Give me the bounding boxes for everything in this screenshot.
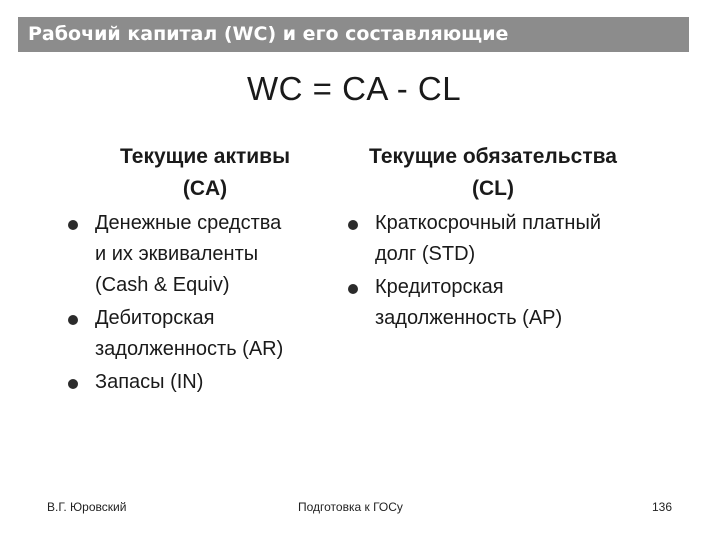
list-item-line: Кредиторская <box>375 276 504 298</box>
bullet-icon <box>348 284 358 294</box>
current-liabilities-heading-line1: Текущие обязательства <box>369 145 617 168</box>
list-item-line: задолженность (AR) <box>95 338 284 360</box>
list-item-line: Дебиторская <box>95 307 215 329</box>
footer-course: Подготовка к ГОСу <box>298 500 403 514</box>
list-item-cash <box>68 208 343 301</box>
list-item-payables <box>348 272 648 334</box>
list-item-line: Краткосрочный платный <box>375 212 602 234</box>
footer-author: В.Г. Юровский <box>47 500 127 514</box>
bullet-icon <box>348 220 358 230</box>
current-assets-heading <box>70 141 340 205</box>
list-item-line: (Cash & Equiv) <box>95 274 230 296</box>
list-item-line: долг (STD) <box>375 243 476 265</box>
bullet-icon <box>68 379 78 389</box>
current-assets-heading-line1: Текущие активы <box>119 145 291 168</box>
current-assets-list <box>68 208 343 398</box>
page-number: 136 <box>652 500 673 514</box>
current-liabilities-heading <box>343 141 643 205</box>
formula: WC = CA - CL <box>247 70 462 107</box>
list-item-receivables <box>68 303 343 365</box>
list-item-line: Денежные средства <box>95 212 282 234</box>
list-item-short-term-debt <box>348 208 648 270</box>
current-liabilities-list <box>348 208 648 334</box>
bullet-icon <box>68 220 78 230</box>
bullet-icon <box>68 315 78 325</box>
list-item-line: Запасы (IN) <box>95 371 204 393</box>
title-bar <box>18 17 689 52</box>
list-item-line: и их эквиваленты <box>95 243 259 265</box>
current-assets-heading-line2: (CA) <box>182 177 228 200</box>
slide-title: Рабочий капитал (WC) и его составляющие <box>28 23 509 45</box>
list-item-inventory <box>68 367 343 398</box>
current-liabilities-heading-line2: (CL) <box>472 177 514 200</box>
list-item-line: задолженность (AP) <box>375 307 563 329</box>
